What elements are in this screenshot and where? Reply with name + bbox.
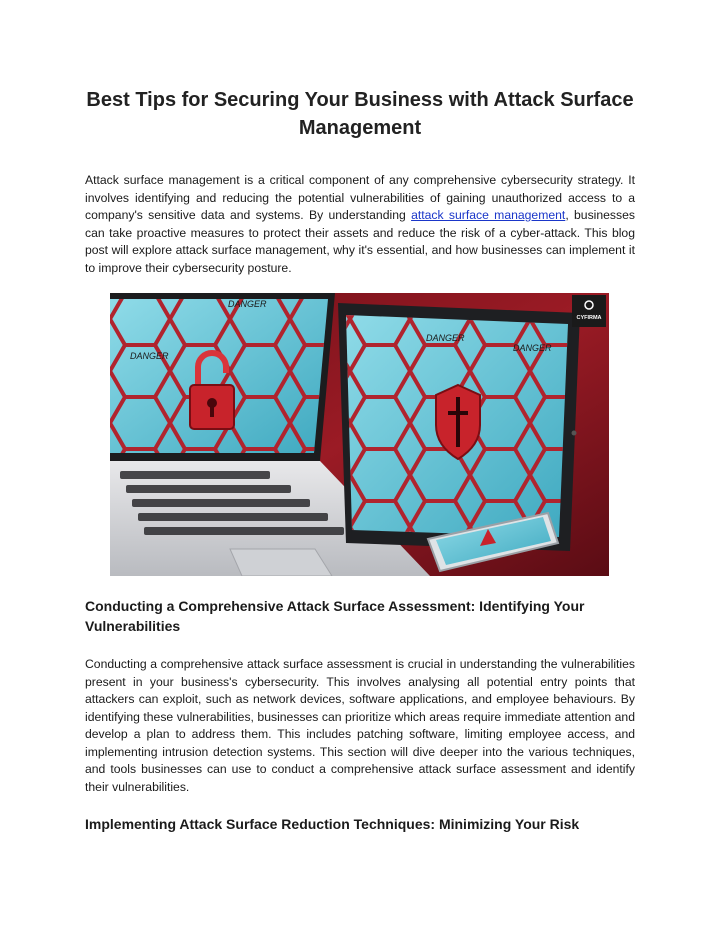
section-heading-reduction: Implementing Attack Surface Reduction Techniques: Minimizing Your Risk	[85, 816, 580, 832]
danger-label: DANGER	[426, 333, 465, 343]
section-heading-assessment: Conducting a Comprehensive Attack Surface Assessment: Identifying Your Vulnerabilities	[85, 598, 585, 634]
intro-text-before-link: Attack surface management is a critical component of any comprehensive cybersecurity strategy. It involves identifying and reducing the potential vulnerabilities of gaining unauthorized access to a company's sensitive data and systems. By understanding	[85, 173, 635, 222]
danger-label: DANGER	[130, 351, 169, 361]
attack-surface-management-link[interactable]: attack surface management	[411, 208, 566, 222]
intro-paragraph	[85, 172, 635, 277]
cyfirma-logo	[572, 295, 606, 327]
assessment-paragraph: Conducting a comprehensive attack surface assessment is crucial in understanding the vulnerabilities present in your business's cybersecurity. This involves analysing all potential entry points that attackers can exploit, such as network devices, software applications, and employee behaviours. By identifying these vulnerabilities, businesses can prioritize which areas require immediate attention and develop a plan to address them. This includes patching software, limiting employee access, and implementing intrusion detection systems. This section will dive deeper into the various techniques, and tools businesses can use to conduct a comprehensive attack surface assessment and identify their vulnerabilities.	[85, 657, 635, 794]
hero-image	[110, 293, 609, 576]
page-title: Best Tips for Securing Your Business with Attack Surface Management	[86, 89, 634, 139]
intro-text-after-link: , businesses can take proactive measures to protect their assets and reduce the risk of a cyber-attack. This blog post will explore attack surface management, why it's essential, and how businesses can implement it to improve their cybersecurity posture.	[85, 208, 635, 275]
logo-text: CYFIRMA	[576, 315, 602, 321]
danger-label: DANGER	[513, 343, 552, 353]
laptop-screen	[110, 293, 335, 461]
danger-label: DANGER	[228, 299, 267, 309]
